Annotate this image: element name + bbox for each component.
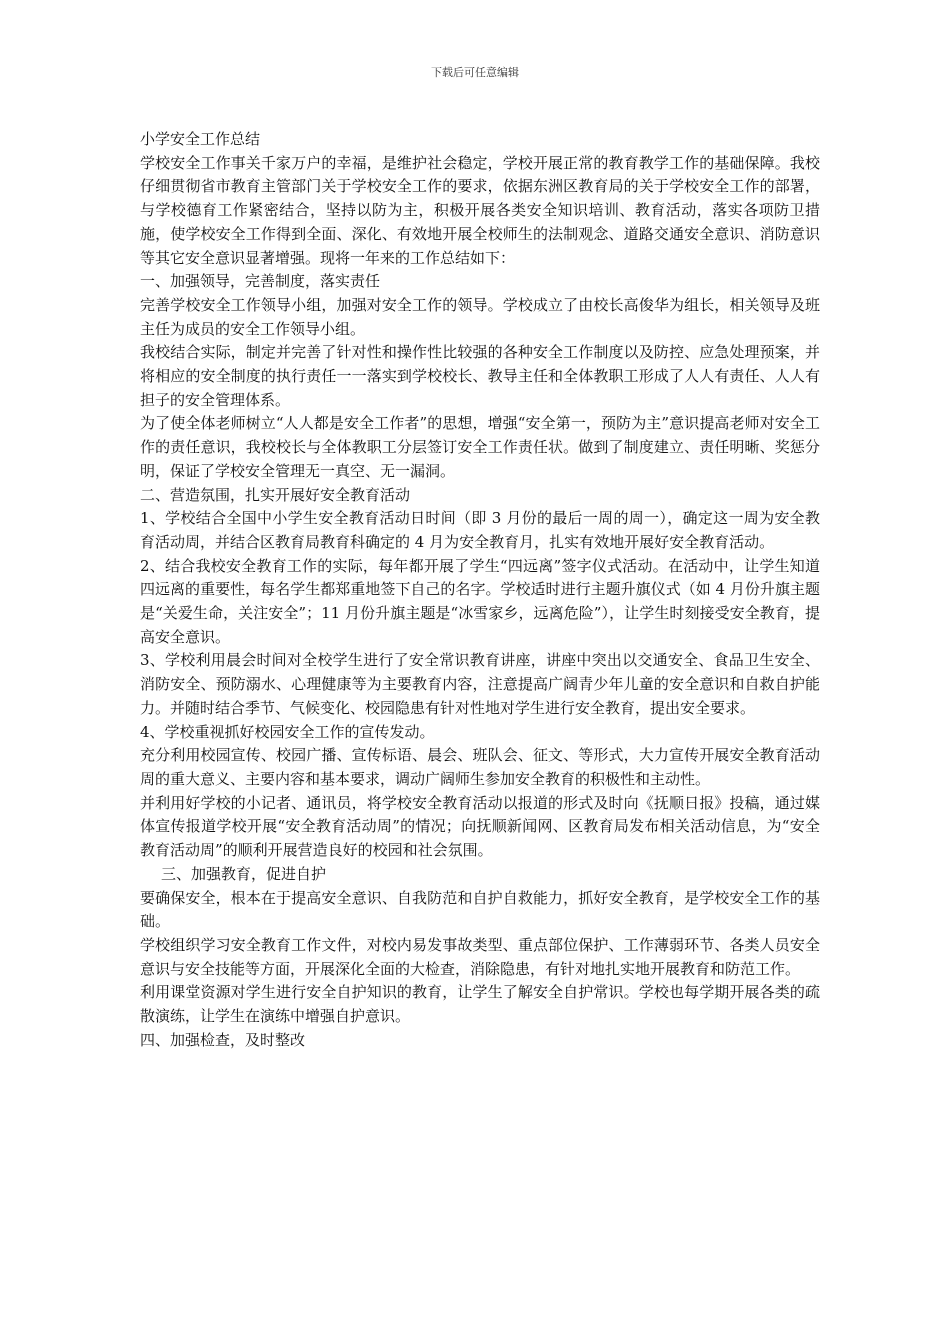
paragraph: 充分利用校园宣传、校园广播、宣传标语、晨会、班队会、征文、等形式，大力宣传开展安全教育活动周的重大意义、主要内容和基本要求，调动广阔师生参加安全教育的积极性和主动性。 — [140, 746, 820, 788]
paragraph: 要确保安全，根本在于提高安全意识、自我防范和自护自救能力，抓好安全教育，是学校安全工作的基础。 — [140, 888, 820, 931]
intro-paragraph: 学校安全工作事关千家万户的幸福，是维护社会稳定，学校开展正常的教育教学工作的基础保障。我校仔细贯彻省市教育主管部门关于学校安全工作的要求，依据东洲区教育局的关于学校安全工作的部署，与学校德育工作紧密结合，坚持以防为主，积极开展各类安全知识培训、教育活动，落实各项防卫措施，使学校安全工作得到全面、深化、有效地开展全校师生的法制观念、道路交通安全意识、消防意识等其它安全意识显著增强。现将一年来的工作总结如下： — [140, 153, 820, 267]
paragraph: 为了使全体老师树立“人人都是安全工作者”的思想，增强“安全第一，预防为主”意识提高老师对安全工作的责任意识，我校校长与全体教职工分层签订安全工作责任状。做到了制度建立、责任明晰、奖惩分明，保证了学校安全管理无一真空、无一漏洞。 — [140, 414, 820, 480]
paragraph: 并利用好学校的小记者、通讯员，将学校安全教育活动以报道的形式及时向《抚顺日报》投稿，通过媒体宣传报道学校开展“安全教育活动周”的情况；向抚顺新闻网、区教育局发布相关活动信息，为“安全教育活动周”的顺利开展营造良好的校园和社会氛围。 — [140, 793, 820, 860]
section-heading-3: 三、加强教育，促进自护 — [161, 864, 327, 883]
paragraph: 4、学校重视抓好校园安全工作的宣传发动。 — [140, 722, 435, 741]
paragraph: 我校结合实际，制定并完善了针对性和操作性比较强的各种安全工作制度以及防控、应急处理预案，并将相应的安全制度的执行责任一一落实到学校校长、教导主任和全体教职工形成了人人有责任、人人有担子的安全管理体系。 — [140, 343, 820, 409]
paragraph: 利用课堂资源对学生进行安全自护知识的教育，让学生了解安全自护常识。学校也每学期开展各类的疏散演练，让学生在演练中增强自护意识。 — [140, 983, 820, 1026]
document-body — [140, 128, 820, 1052]
paragraph: 完善学校安全工作领导小组，加强对安全工作的领导。学校成立了由校长高俊华为组长，相关领导及班主任为成员的安全工作领导小组。 — [140, 295, 820, 338]
paragraph: 2、结合我校安全教育工作的实际，每年都开展了学生“四远离”签字仪式活动。在活动中，让学生知道四远离的重要性，每名学生都郑重地签下自己的名字。学校适时进行主题升旗仪式（如 4 月份升旗主题是“关爱生命，关注安全”；11 月份升旗主题是“冰雪家乡，远离危险”），让学生时刻接受安全教育，提高安全意识。 — [140, 556, 820, 646]
paragraph: 学校组织学习安全教育工作文件，对校内易发事故类型、重点部位保护、工作薄弱环节、各类人员安全意识与安全技能等方面，开展深化全面的大检查，消除隐患，有针对地扎实地开展教育和防范工作。 — [140, 935, 820, 978]
section-heading-4: 四、加强检查，及时整改 — [140, 1030, 306, 1049]
document-title: 小学安全工作总结 — [140, 130, 261, 148]
section-heading-1: 一、加强领导，完善制度，落实责任 — [140, 272, 381, 291]
paragraph: 3、学校利用晨会时间对全校学生进行了安全常识教育讲座，讲座中突出以交通安全、食品卫生安全、消防安全、预防溺水、心理健康等为主要教育内容，注意提高广阔青少年儿童的安全意识和自救自护能力。并随时结合季节、气候变化、校园隐患有针对性地对学生进行安全教育，提出安全要求。 — [140, 651, 820, 717]
page-header: 下载后可任意编辑 — [431, 66, 519, 79]
paragraph: 1、学校结合全国中小学生安全教育活动日时间（即 3 月份的最后一周的周一），确定这一周为安全教育活动周，并结合区教育局教育科确定的 4 月为安全教育月，扎实有效地开展好安全教育活动。 — [140, 509, 820, 551]
section-heading-2: 二、营造氛围，扎实开展好安全教育活动 — [140, 485, 411, 504]
